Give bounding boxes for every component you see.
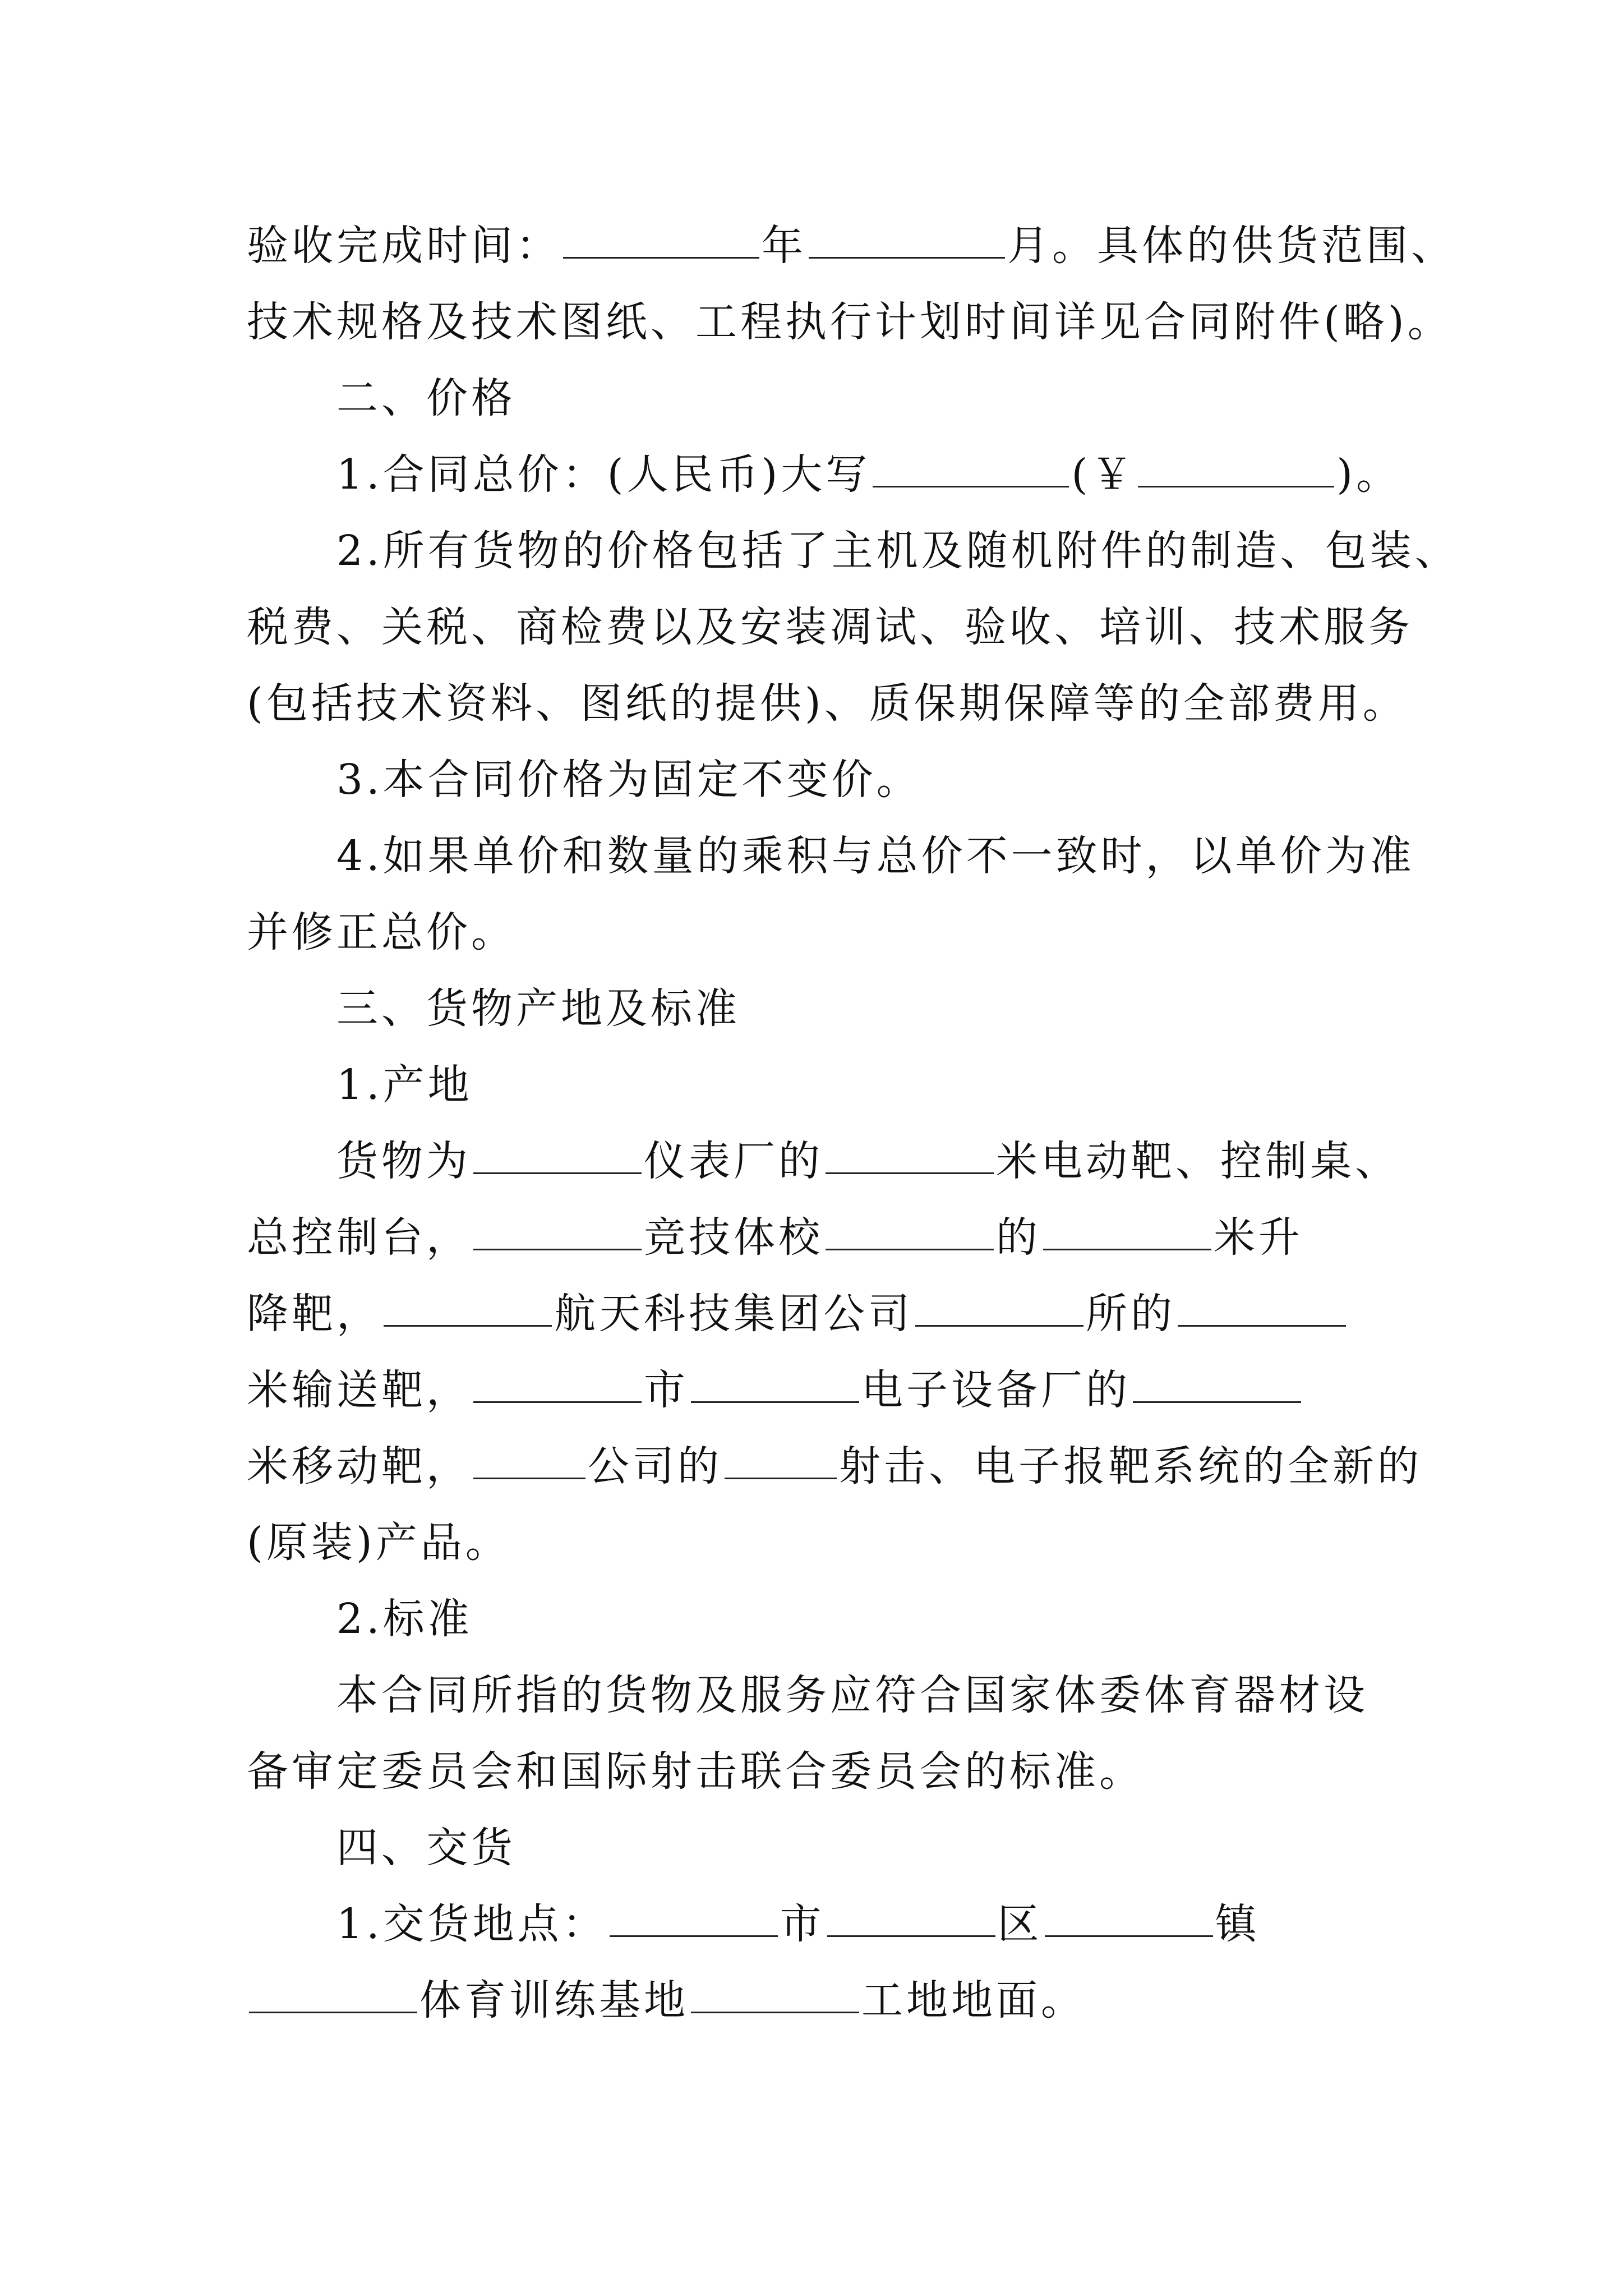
blank	[827, 1935, 995, 1937]
blank	[826, 1249, 994, 1250]
blank	[1045, 1935, 1213, 1937]
unit-price-rule-line-2: 并修正总价。	[247, 908, 516, 956]
origin-line-1	[336, 1123, 1475, 1199]
amount-in-words-blank	[873, 486, 1069, 487]
goods-label: 货物为	[336, 1137, 471, 1185]
price-includes-line-3: (包括技术资料、图纸的提供)、质保期保障等的全部费用。	[247, 679, 1408, 728]
aerospace-group-label: 航天科技集团公司	[554, 1290, 913, 1338]
site-ground-label: 工地地面。	[861, 1976, 1086, 2024]
blank	[384, 1325, 552, 1327]
blank	[725, 1478, 837, 1479]
blank	[473, 1478, 585, 1479]
amount-in-figures-blank	[1138, 486, 1334, 487]
training-base-label: 体育训练基地	[419, 1976, 689, 2024]
city-label: 市	[644, 1366, 689, 1414]
blank	[915, 1325, 1083, 1327]
standard-line-2: 备审定委员会和国际射击联合委员会的标准。	[247, 1747, 1144, 1796]
institute-label: 所的	[1086, 1290, 1175, 1338]
total-price-label: 1.合同总价：(人民币)大写	[336, 450, 871, 499]
blank	[473, 1401, 642, 1403]
total-price-close: )。	[1336, 450, 1401, 499]
blank	[249, 2012, 417, 2013]
scoring-system-label: 射击、电子报靶系统的全新的	[839, 1442, 1422, 1490]
year-label: 年	[762, 222, 806, 270]
supply-scope-text: 月。具体的供货范围、	[1007, 222, 1456, 270]
lift-target-label: 降靶，	[247, 1290, 381, 1338]
blank	[691, 2012, 859, 2013]
blank	[1178, 1325, 1346, 1327]
delivery-location-label: 1.交货地点：	[336, 1900, 607, 1948]
total-price-line	[336, 436, 1475, 513]
price-includes-line-2: 税费、关税、商检费以及安装凋试、验收、培训、技术服务	[247, 603, 1413, 651]
fixed-price-line: 3.本合同价格为固定不变价。	[336, 756, 921, 804]
sports-school-label: 竞技体校	[644, 1213, 823, 1262]
origin-line-2	[247, 1199, 1385, 1276]
section-price-heading: 二、价格	[336, 374, 516, 422]
instrument-factory-label: 仪表厂的	[644, 1137, 823, 1185]
delivery-location-line-2	[247, 1962, 1385, 2039]
year-blank	[563, 257, 759, 259]
standard-subheading: 2.标准	[336, 1595, 473, 1643]
yuan-symbol: (￥	[1071, 450, 1136, 499]
standard-line-1: 本合同所指的货物及服务应符合国家体委体育器材设	[336, 1671, 1368, 1719]
district-label: 区	[997, 1900, 1043, 1948]
price-includes-line-1: 2.所有货物的价格包括了主机及随机附件的制造、包装、	[336, 527, 1460, 575]
origin-subheading: 1.产地	[336, 1061, 473, 1109]
console-label: 总控制台，	[247, 1213, 471, 1262]
origin-line-3	[247, 1276, 1385, 1352]
origin-line-5	[247, 1428, 1422, 1504]
conveyor-target-label: 米输送靶，	[247, 1366, 471, 1414]
moving-target-label: 米移动靶，	[247, 1442, 471, 1490]
meter-lift-label: 米升	[1214, 1213, 1303, 1262]
section-origin-heading: 三、货物产地及标准	[336, 984, 740, 1033]
month-blank	[809, 257, 1005, 259]
section-delivery-heading: 四、交货	[336, 1824, 516, 1872]
company-label: 公司的	[588, 1442, 722, 1490]
electronics-factory-label: 电子设备厂的	[861, 1366, 1131, 1414]
of-label: 的	[996, 1213, 1041, 1262]
acceptance-time-label: 验收完成时间：	[247, 222, 561, 270]
origin-line-4	[247, 1352, 1385, 1428]
origin-line-6: (原装)产品。	[247, 1519, 510, 1567]
blank	[826, 1172, 994, 1174]
blank	[473, 1249, 642, 1250]
town-label: 镇	[1215, 1900, 1260, 1948]
blank	[610, 1935, 778, 1937]
tech-spec-line: 技术规格及技术图纸、工程执行计划时间详见合同附件(略)。	[247, 298, 1453, 346]
acceptance-time-line	[247, 208, 1456, 284]
delivery-location-line-1	[336, 1886, 1475, 1962]
unit-price-rule-line-1: 4.如果单价和数量的乘积与总价不一致时，以单价为准	[336, 832, 1415, 880]
city-label: 市	[780, 1900, 825, 1948]
blank	[1043, 1249, 1211, 1250]
blank	[473, 1172, 642, 1174]
electric-target-label: 米电动靶、控制桌、	[996, 1137, 1400, 1185]
blank	[1133, 1401, 1301, 1403]
blank	[691, 1401, 859, 1403]
